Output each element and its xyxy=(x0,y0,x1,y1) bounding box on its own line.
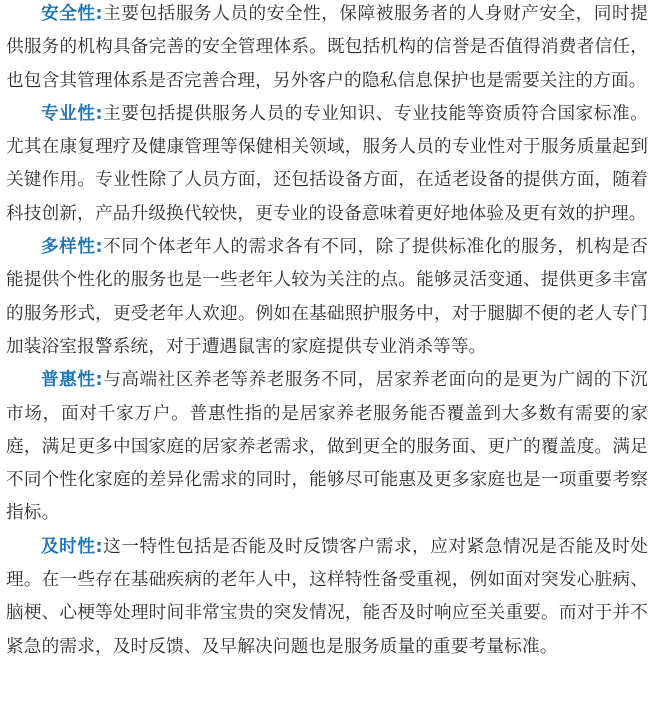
term-diversity: 多样性 xyxy=(41,237,96,258)
term-separator: : xyxy=(95,103,103,124)
paragraph-text: 与高端社区养老等养老服务不同，居家养老面向的是更为广阔的下沉市场，面对千家万户。普惠性指的是居家养老服务能否覆盖到大多数有需要的家庭，满足更多中国家庭的居家养老需求，做到更全的服务面、更广的覆盖度。满足不同个性化家庭的差异化需求的同时，能够尽可能惠及更多家庭也是一项重要考察指标。 xyxy=(6,370,648,524)
term-separator: : xyxy=(95,370,103,391)
paragraph-text: 主要包括提供服务人员的专业知识、专业技能等资质符合国家标准。尤其在康复理疗及健康管理等保健相关领域，服务人员的专业性对于服务质量起到关键作用。专业性除了人员方面，还包括设备方面，在适老设备的提供方面，随着科技创新，产品升级换代较快，更专业的设备意味着更好地体验及更有效的护理。 xyxy=(6,103,648,224)
term-separator: : xyxy=(95,536,103,557)
paragraph-text: 这一特性包括是否能及时反馈客户需求，应对紧急情况是否能及时处理。在一些存在基础疾病的老年人中，这样特性备受重视，例如面对突发心脏病、脑梗、心梗等处理时间非常宝贵的突发情况，能否及时响应至关重要。而对于并不紧急的需求，及时反馈、及早解决问题也是服务质量的重要考量标准。 xyxy=(6,536,648,657)
term-safety: 安全性 xyxy=(41,4,96,24)
paragraph-inclusiveness xyxy=(6,364,648,530)
paragraph-safety xyxy=(6,0,648,98)
term-timeliness: 及时性 xyxy=(41,536,96,557)
paragraph-professionalism xyxy=(6,98,648,231)
paragraph-text: 不同个体老年人的需求各有不同，除了提供标准化的服务，机构是否能提供个性化的服务也是一些老年人较为关注的点。能够灵活变通、提供更多丰富的服务形式，更受老年人欢迎。例如在基础照护服务中，对于腿脚不便的老人专门加装浴室报警系统，对于遭遇鼠害的家庭提供专业消杀等等。 xyxy=(6,237,648,357)
paragraph-timeliness xyxy=(6,531,648,664)
term-inclusiveness: 普惠性 xyxy=(41,370,96,391)
paragraph-diversity xyxy=(6,231,648,364)
term-separator: : xyxy=(95,237,103,258)
term-separator: : xyxy=(95,4,103,24)
term-professionalism: 专业性 xyxy=(41,103,96,124)
paragraph-text: 主要包括服务人员的安全性，保障被服务者的人身财产安全，同时提供服务的机构具备完善的安全管理体系。既包括机构的信誉是否值得消费者信任，也包含其管理体系是否完善合理，另外客户的隐私信息保护也是需要关注的方面。 xyxy=(6,4,648,91)
